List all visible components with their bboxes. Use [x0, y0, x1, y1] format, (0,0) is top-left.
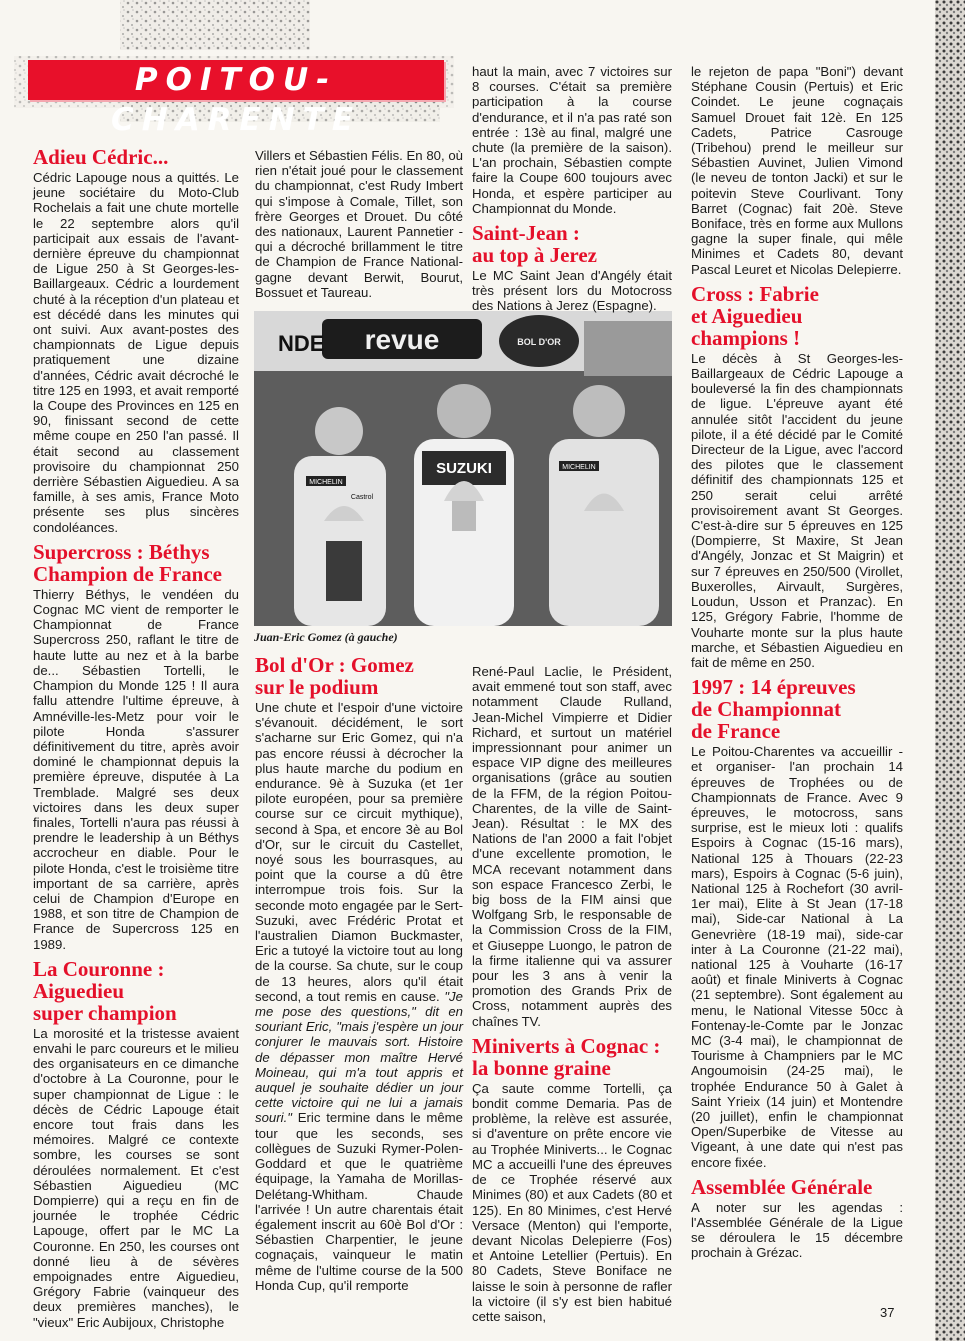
- article-title-assemblee: Assemblée Générale: [691, 1174, 873, 1199]
- article-title-bol: [255, 654, 463, 698]
- page-number: 37: [880, 1305, 895, 1320]
- podium-illustration: [254, 311, 672, 626]
- article-text-adieu: Cédric Lapouge nous a quittés. Le jeune sociétaire du Moto-Club Rochelais a fait une chute mortelle le 22 septembre alors qu'il participait aux essais de l'avant-dernière épreuve du championnat de Ligue 250 à St Georges-les-Baillargeaux. Cédric a lourdement chuté à la réception d'un plateau et est décédé dans les minutes qui ont suivi. Aux avant-postes des championnats de Ligue depuis pratiquement une dizaine d'années, Cédric avait décroché le titre 125 en 1993, et avait remporté la Coupe des Provinces en 125 en 90, finissant second de cette même coupe en 250 l'an passé. Il était second au classement provisoire du championnat 250 derrière Sébastien Aiguedieu. A sa famille, à ses amis, France Moto présente ses plus sincères condoléances.: [33, 170, 239, 535]
- sign-nde: NDE: [278, 331, 325, 356]
- speckled-border: [935, 0, 965, 1341]
- title-line: Cross : Fabrie: [691, 281, 819, 306]
- sign-revue: revue: [364, 324, 440, 355]
- title-line: sur le podium: [255, 675, 379, 699]
- article-title-couronne: [33, 958, 239, 1024]
- column-2-top: [255, 148, 463, 300]
- sponsor-michelin: MICHELIN: [562, 464, 596, 471]
- article-text-bol: [255, 700, 463, 1293]
- article-title-supercross: [33, 541, 239, 585]
- bol-text: Une chute et l'espoir d'une victoire s'évanouit. décidément, le sort s'acharne sur Eric Gomez, qui n'a pas encore réussi à décrocher la plus haute marche du podium en endurance. 9è à Suzuka (et 1er pilote européen, pour sa première course sur ce circuit mythique), second à Spa, et encore 3è au Bol d'Or, sur le circuit du Castellet, noyé sous les bourrasques, au point que la course a dû être interrompue trois fois. Sur la seconde moto engagée par le Sert-Suzuki, avec Frédéric Protat et l'australien Diamon Buckmaster, Eric a tutoyé la victoire tout au long de la course. Sa chute, sur le coup de 13 heures, alors qu'il était second, a tout remis en cause.: [255, 700, 463, 1004]
- article-text-miniverts: Ça saute comme Tortelli, ça bondit comme Demaria. Pas de problème, la relève est assurée, si d'aventure on prête encore vie au Trophée Miniverts... le Cognac MC a accueilli l'une des épreuves de ce Trophée réservé aux Minimes (80) et aux Cadets (80 et 125). En 80 Minimes, c'est Hervé Versace (Menton) qui l'emporte, devant Nicolas Delepierre (Fos) et Antoine Letellier (Pertuis). En 80 Cadets, Steve Boniface ne laisse le soin à personne de rafler la victoire (il s'y est bien habitué cette saison,: [472, 1080, 672, 1324]
- title-line: la bonne graine: [472, 1055, 611, 1080]
- article-text-cross: Le décès à St Georges-les-Baillargeaux de Cédric Lapouge a bouleversé la fin des championnats de ligue. L'épreuve ayant été annulée sitôt l'accident du jeune pilote, il a été décidé par le Comité Directeur de la Ligue, avec l'accord des pilotes que le classement définitif des championnats 125 et 250 serait celui arrêté provisoirement avant St Georges. C'est-à-dire sur 5 épreuves en 125 (Dompierre, St Maxire, St Jean d'Angély, Jonzac et St Maigrin) et sur 7 épreuves en 250/500 (Virollet, Buxerolles, Airvault, Surgères, Loudun, Usson et Pranzac). En 125, Grégory Fabrie, l'homme de Vouharte monte sur la plus haute marche, et Sébastien Aiguedieu en fait de même en 250.: [691, 350, 903, 670]
- article-text-supercross: Thierry Béthys, le vendéen du Cognac MC vient de remporter le Championnat de France Supercross 250, raflant le titre de haute lutte au nez et à la barbe de... Sébastien Tortelli, le Champion du Monde 125 ! Il aura fallu attendre l'ultime épreuve, à Amnéville-les-Metz pour voir le pilote Honda s'assurer définitivement du titre, après avoir dominé le championnat depuis la première épreuve, disputée à La Tremblade. Malgré ses deux victoires dans les deux super finales, Tortelli n'aura pas réussi à prendre le leadership à un Béthys accrocheur en diable. Pour le pilote Honda, c'est le troisième titre important de sa carrière, après celui de Champion d'Europe en 1988, et son titre de Champion de France de Supercross 125 en 1989.: [33, 586, 239, 952]
- column-4: [691, 64, 903, 1261]
- article-text-stjean: Le MC Saint Jean d'Angély était très présent lors du Motocross des Nations à Jerez (Espagne).: [472, 268, 672, 314]
- column-3-top: [472, 64, 672, 314]
- article-text-couronne-cont: Villers et Sébastien Félis. En 80, où rien n'était joué pour le classement du championnat, c'est Rudy Imbert qui s'impose à Comale, Tillet, son frère Georges et Drouet. Du côté des nationaux, Laurent Pannetier -qui a décroché brillamment le titre de Champion de France National- gagne devant Berwit, Bourut, Bossuet et Taureau.: [255, 148, 463, 300]
- title-line: Aiguedieu: [33, 978, 125, 1003]
- column-3-bottom: [472, 664, 672, 1324]
- article-title-1997: [691, 676, 903, 742]
- sponsor-michelin: MICHELIN: [309, 479, 343, 486]
- article-title-stjean: [472, 222, 672, 266]
- column-1: [33, 140, 239, 1330]
- section-banner: POITOU-CHARENTE: [28, 60, 444, 100]
- article-text-stjean-cont: René-Paul Laclie, le Président, avait emmené tout son staff, avec notamment Claude Rulland, Jean-Michel Vimpierre et Didier Richard, et surtout un matériel impressionnant pour animer un espace VIP digne des meilleures organisations (grâce au soutien de la FFM, de la région Poitou-Charentes, de la ville de Saint-Jean). Résultat : le MX des Nations de l'an 2000 a fait l'objet d'une excellente promotion, le MCA recevant notamment dans son espace Francesco Zerbi, le big boss de la FIM ainsi que Wolfgang Srb, le responsable de la Commission Cross de la FIM, et Giuseppe Luongo, le patron de la firme italienne qui va assurer pour les 3 ans à venir la promotion des Grands Prix de Cross, notamment auprès des chaînes TV.: [472, 664, 672, 1029]
- title-line: de Championnat: [691, 697, 841, 722]
- title-line: et Aiguedieu: [691, 303, 803, 328]
- title-line: Supercross : Béthys: [33, 539, 210, 564]
- bol-quote: "Je me pose des questions," dit en souriant Eric, "mais j'espère un jour conjurer le mauvais sort. Histoire de dépasser mon maître Hervé Moineau, qui m'a tout appris et auquel je souhaite dédier un jour cette victoire qui ne lui a jamais souri.": [255, 988, 463, 1126]
- podium-photo: [254, 311, 672, 626]
- title-line: 1997 : 14 épreuves: [691, 675, 856, 700]
- title-line: champions !: [691, 325, 801, 350]
- article-text-miniverts-cont: le rejeton de papa "Boni") devant Stéphane Cousin (Pertuis) et Eric Coindet. Le jeune cognaçais Samuel Drouet fait 12è. En 125 Cadets, Patrice Casrouge (Tribehou) prend le meilleur sur Sébastien Auvinet, Julien Vimond (le neveu de tonton Jacki) et sur le poitevin Steve Courlivant. Tony Barret (Cognac) fait 20è. Steve Boniface, très en forme aux Mullons gagne la super finale, qui mêle Minimes et Cadets 80, devant Pascal Leuret et Nicolas Delepierre.: [691, 64, 903, 277]
- article-text-bol-cont: haut la main, avec 7 victoires sur 8 courses. C'était sa première participation à la course d'endurance, et il n'a pas raté son entrée : 13è au final, malgré une chute (la première de la saison). L'an prochain, Sébastien compte faire la Coupe 600 toujours avec Honda, et espère participer au Championnat du Monde.: [472, 64, 672, 216]
- title-line: Saint-Jean :: [472, 221, 580, 246]
- title-line: de France: [691, 719, 781, 744]
- sponsor-castrol: Castrol: [350, 494, 374, 501]
- title-line: La Couronne :: [33, 956, 165, 981]
- column-2-bottom: [255, 654, 463, 1293]
- title-line: Champion de France: [33, 561, 222, 586]
- bol-text-2: Eric termine dans le même tour que les seconds, ses collègues de Suzuki Rymer-Polen-Goddard et que le quatrième équipage, la Yamaha de Morillas-Delétang-Whitham. Chaude l'arrivée ! Un autre charentais était également inscrit au 60è Bol d'Or : Sébastien Charpentier, le jeune cognaçais, vainqueur le matin même de l'ultime course de la 500 Honda Cup, qu'il remporte: [255, 1110, 463, 1293]
- sponsor-suzuki: SUZUKI: [436, 460, 492, 477]
- title-line: Bol d'Or : Gomez: [255, 653, 414, 677]
- title-line: super champion: [33, 1000, 177, 1025]
- photo-caption: Juan-Eric Gomez (à gauche): [254, 630, 398, 644]
- article-text-1997: Le Poitou-Charentes va accueillir -et organiser- l'an prochain 14 épreuves de Trophées ou de Championnats de France. Avec 9 épreuves, le motocross, sans surprise, est le mieux loti : qualifs Espoirs à Cognac (15-16 mars), National 125 à Thouars (22-23 mars), Espoirs à Cognac (5-6 juin), National 125 à Rochefort (30 avril-1er mai), Elite à St Jean (17-18 mai), Side-car National à La Genevrière (18-19 mai), side-car inter à La Couronne (21-22 mai), national 125 à Vouharte (16-17 août) et finale Miniverts à Cognac (21 septembre). Sont également au menu, le National Vitesse 50cc à Fontenay-le-Comte par le Jonzac MC (3-4 mai), le championnat de Tourisme à Champniers par le MC Angoumoisin (24-25 mai), le trophée Endurance 50 à Galet à Saint Yrieix (14 juin) et Montendre (20 juillet), enfin le championnat Open/Superbike de Vitesse au Vigeant, à une date qui n'est pas encore fixée.: [691, 744, 903, 1170]
- article-text-assemblee: A noter sur les agendas : l'Assemblée Générale de la Ligue se déroulera le 15 décembre prochain à Grézac.: [691, 1199, 903, 1261]
- title-line: Miniverts à Cognac :: [472, 1033, 661, 1058]
- sign-bol-dor: BOL D'OR: [517, 337, 561, 347]
- article-text-couronne: La morosité et la tristesse avaient envahi le parc coureurs et le milieu des organisateurs en ce dimanche d'octobre à La Couronne, pour le super championnat de Ligue : le décès de Cédric Lapouge était encore tout frais dans les mémoires. Malgré ce contexte sombre, les courses se sont déroulées normalement. Et c'est Sébastien Aiguedieu (MC Dompierre) qui a reçu en fin de journée le trophée Cédric Lapouge, offert par le MC La Couronne. En 250, les courses ont donné lieu à de sévères empoignades entre Aiguedieu, Grégory Fabrie (vainqueur des deux premières manches), le "vieux" Eric Aubijoux, Christophe: [33, 1025, 239, 1330]
- title-line: au top à Jerez: [472, 243, 598, 268]
- article-title-adieu: Adieu Cédric...: [33, 145, 169, 169]
- article-title-cross: [691, 283, 903, 349]
- article-title-miniverts: [472, 1035, 672, 1079]
